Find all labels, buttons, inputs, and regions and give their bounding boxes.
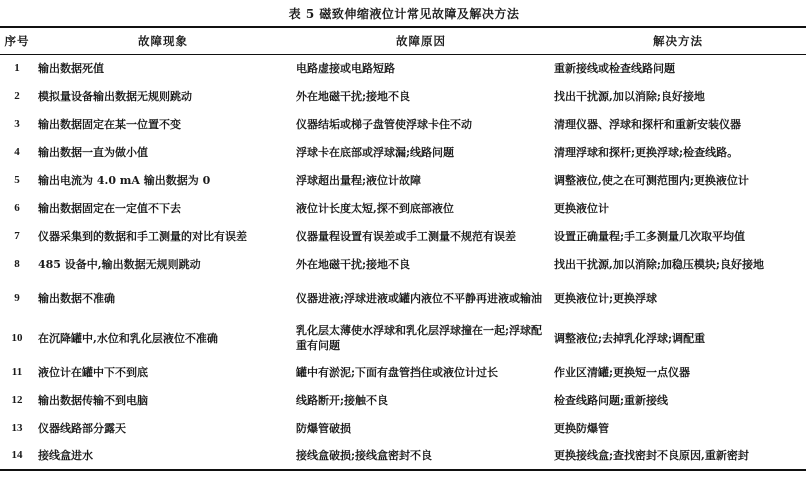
table-row <box>0 278 806 318</box>
fault-cause: 乳化层太薄使水浮球和乳化层浮球撞在一起;浮球配重有问题 <box>296 324 543 352</box>
row-number: 6 <box>14 201 20 214</box>
fault-solution: 清理浮球和探杆;更换浮球;检查线路。 <box>554 145 739 159</box>
fault-solution: 作业区清罐;更换短一点仪器 <box>554 365 691 379</box>
fault-cause: 外在地磁干扰;接地不良 <box>296 89 411 103</box>
table-row <box>0 442 806 470</box>
fault-phenomenon: 输出数据一直为做小值 <box>38 145 148 159</box>
table-row <box>0 222 806 250</box>
fault-phenomenon: 输出数据固定在某一位置不变 <box>38 117 181 131</box>
fault-solution: 重新接线或检查线路问题 <box>554 61 675 75</box>
table-row <box>0 138 806 166</box>
table-header <box>0 27 806 54</box>
table-row <box>0 414 806 442</box>
fault-phenomenon: 输出数据死值 <box>38 61 104 75</box>
fault-cause: 浮球超出量程;液位计故障 <box>296 173 422 187</box>
fault-cause: 罐中有淤泥;下面有盘管挡住或液位计过长 <box>296 365 499 379</box>
table-row <box>0 318 806 358</box>
header-solution: 解决方法 <box>550 27 806 54</box>
row-number: 13 <box>11 421 23 434</box>
fault-cause: 线路断开;接触不良 <box>296 393 389 407</box>
fault-solution: 调整液位,使之在可测范围内;更换液位计 <box>554 173 749 187</box>
header-row <box>0 27 806 54</box>
row-number: 1 <box>14 61 20 74</box>
fault-cause: 仪器进液;浮球进液或罐内液位不平静再进液或输油 <box>296 291 543 305</box>
fault-phenomenon: 485 设备中,输出数据无规则跳动 <box>38 257 201 271</box>
fault-cause: 接线盒破损;接线盒密封不良 <box>292 442 550 470</box>
fault-cause: 外在地磁干扰;接地不良 <box>296 257 411 271</box>
fault-solution: 更换液位计;更换浮球 <box>554 291 658 305</box>
row-number: 4 <box>14 145 20 158</box>
fault-cause: 浮球卡在底部或浮球漏;线路问题 <box>296 145 455 159</box>
fault-phenomenon: 接线盒进水 <box>34 442 292 470</box>
fault-solution: 调整液位;去掉乳化浮球;调配重 <box>554 331 706 345</box>
row-number: 8 <box>14 257 20 270</box>
row-number: 14 <box>0 442 34 470</box>
fault-phenomenon: 仪器线路部分露天 <box>38 421 126 435</box>
table-row <box>0 386 806 414</box>
fault-solution: 找出干扰源,加以消除;加稳压模块;良好接地 <box>554 257 764 271</box>
fault-cause: 仪器结垢或梯子盘管使浮球卡住不动 <box>296 117 472 131</box>
fault-cause: 液位计长度太短,探不到底部液位 <box>296 201 454 215</box>
table-row <box>0 166 806 194</box>
fault-phenomenon: 输出电流为 4.0 mA 输出数据为 0 <box>38 173 211 187</box>
fault-solution: 找出干扰源,加以消除;良好接地 <box>554 89 705 103</box>
header-cause: 故障原因 <box>292 27 550 54</box>
row-number: 12 <box>11 393 23 406</box>
fault-phenomenon: 液位计在罐中下不到底 <box>38 365 148 379</box>
row-number: 3 <box>14 117 20 130</box>
fault-solution: 更换防爆管 <box>554 421 609 435</box>
fault-cause: 电路虚接或电路短路 <box>296 61 395 75</box>
table-row <box>0 110 806 138</box>
fault-table <box>0 26 806 471</box>
fault-phenomenon: 模拟量设备输出数据无规则跳动 <box>38 89 192 103</box>
row-number: 7 <box>14 229 20 242</box>
table-body <box>0 54 806 470</box>
row-number: 2 <box>14 89 20 102</box>
table-row <box>0 54 806 82</box>
fault-solution: 更换接线盒;查找密封不良原因,重新密封 <box>550 442 806 470</box>
table-row <box>0 82 806 110</box>
fault-solution: 更换液位计 <box>554 201 609 215</box>
table-caption: 表 5 磁致伸缩液位计常见故障及解决方法 <box>288 7 520 21</box>
fault-solution: 清理仪器、浮球和探杆和重新安装仪器 <box>554 117 741 131</box>
row-number: 5 <box>14 173 20 186</box>
fault-phenomenon: 仪器采集到的数据和手工测量的对比有误差 <box>38 229 247 243</box>
table-row <box>0 358 806 386</box>
fault-phenomenon: 输出数据传输不到电脑 <box>38 393 148 407</box>
row-number: 11 <box>11 365 23 378</box>
fault-phenomenon: 在沉降罐中,水位和乳化层液位不准确 <box>38 331 218 345</box>
fault-solution: 检查线路问题;重新接线 <box>554 393 669 407</box>
header-no: 序号 <box>0 27 34 54</box>
table-row <box>0 250 806 278</box>
fault-cause: 防爆管破损 <box>296 421 351 435</box>
header-phenomenon: 故障现象 <box>34 27 292 54</box>
fault-phenomenon: 输出数据不准确 <box>38 291 115 305</box>
fault-solution: 设置正确量程;手工多测量几次取平均值 <box>554 229 746 243</box>
fault-phenomenon: 输出数据固定在一定值不下去 <box>38 201 181 215</box>
fault-cause: 仪器量程设置有误差或手工测量不规范有误差 <box>296 229 516 243</box>
row-number: 9 <box>14 291 20 304</box>
table-row <box>0 194 806 222</box>
row-number: 10 <box>11 331 23 344</box>
